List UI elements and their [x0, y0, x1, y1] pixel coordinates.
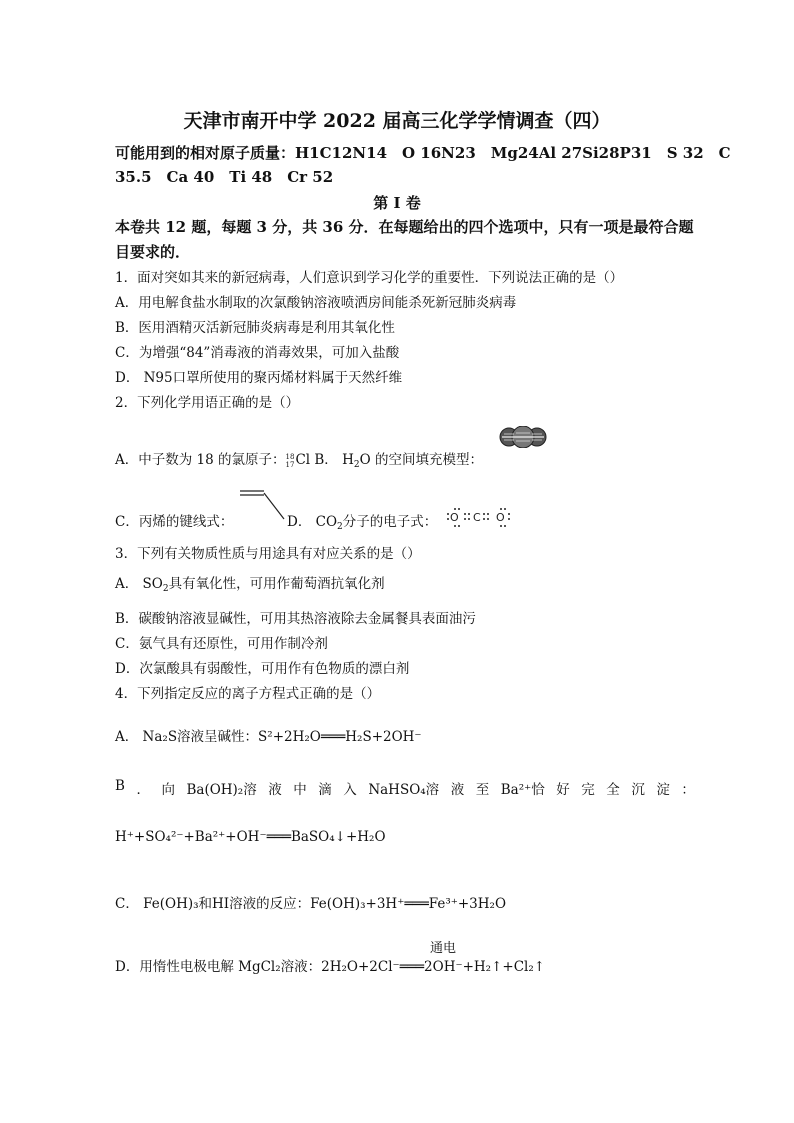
isotope-atomic-number: 17	[285, 460, 295, 469]
q1-option-b: B．医用酒精灭活新冠肺炎病毒是利用其氧化性	[115, 320, 395, 336]
q2-option-d: D． $CO_2$分子的电子式：	[287, 514, 438, 532]
svg-text:O: O	[450, 511, 459, 524]
q4-option-a: A． Na₂S溶液呈碱性：S²+2H₂O═══H₂S+2OH⁻	[115, 729, 422, 745]
water-space-filling-model	[496, 426, 550, 448]
chlorine-symbol: Cl	[295, 452, 311, 468]
svg-text:O: O	[496, 511, 505, 524]
electrolysis-condition-label: 通电	[430, 941, 457, 956]
q1-option-c: C．为增强“84”消毒液的消毒效果，可加入盐酸	[115, 345, 400, 361]
instructions-line-2: 目要求的．	[115, 243, 191, 261]
atomic-mass-line-1: 可能用到的相对原子质量：H1C12N14 O 16N23 Mg24Al 27Si28P31 S 32 C	[115, 144, 731, 162]
q4-option-d: D．用惰性电极电解 MgCl₂溶液：2H₂O+2Cl⁻═══2OH⁻+H₂↑+Cl₂↑	[115, 959, 546, 975]
q1-option-a: A．用电解食盐水制取的次氯酸钠溶液喷洒房间能杀死新冠肺炎病毒	[115, 295, 517, 311]
q3-option-c: C．氨气具有还原性，可用作制冷剂	[115, 636, 328, 652]
q4-option-b-equation: H⁺+SO₄²⁻+Ba²⁺+OH⁻═══BaSO₄↓+H₂O	[115, 829, 386, 845]
isotope-mass-number: 18	[285, 452, 295, 461]
q3-option-b: B．碳酸钠溶液显碱性，可用其热溶液除去金属餐具表面油污	[115, 611, 476, 627]
q4-stem: 4．下列指定反应的离子方程式正确的是（）	[115, 686, 381, 702]
svg-text:C: C	[473, 511, 481, 524]
q3-option-d: D．次氯酸具有弱酸性，可用作有色物质的漂白剂	[115, 661, 410, 677]
q3-stem: 3．下列有关物质性质与用途具有对应关系的是（）	[115, 546, 421, 562]
page-title: 天津市南开中学 2022 届高三化学学情调查（四）	[183, 110, 611, 132]
q2-stem: 2．下列化学用语正确的是（）	[115, 395, 300, 411]
q4-option-b: B ． 向 Ba(OH)₂溶 液 中 滴 入 NaHSO₄溶 液 至 Ba²⁺恰 好 完 全 沉 淀 ：	[115, 778, 695, 798]
q1-option-d: D． N95口罩所使用的聚丙烯材料属于天然纤维	[115, 370, 403, 386]
atomic-mass-line-2: 35.5 Ca 40 Ti 48 Cr 52	[115, 168, 334, 186]
propene-skeletal-formula	[238, 488, 286, 522]
q4-option-c: C． Fe(OH)₃和HI溶液的反应：Fe(OH)₃+3H⁺═══Fe³⁺+3H₂O	[115, 896, 507, 912]
co2-electron-dot-formula	[446, 506, 512, 528]
q2-option-a: A．中子数为 18 的氯原子：18 17Cl B． $H_2O$ 的空间填充模型：	[115, 452, 483, 470]
instructions-line-1: 本卷共 12 题，每题 3 分，共 36 分．在每题给出的四个选项中，只有一项是最符合题	[115, 218, 694, 236]
section-heading: 第 I 卷	[373, 194, 421, 212]
q1-stem: 1．面对突如其来的新冠病毒，人们意识到学习化学的重要性．下列说法正确的是（）	[115, 270, 624, 286]
q3-option-a: A． $SO_2$具有氧化性，可用作葡萄酒抗氧化剂	[115, 576, 385, 594]
q2-option-c: C．丙烯的键线式：	[115, 514, 234, 530]
